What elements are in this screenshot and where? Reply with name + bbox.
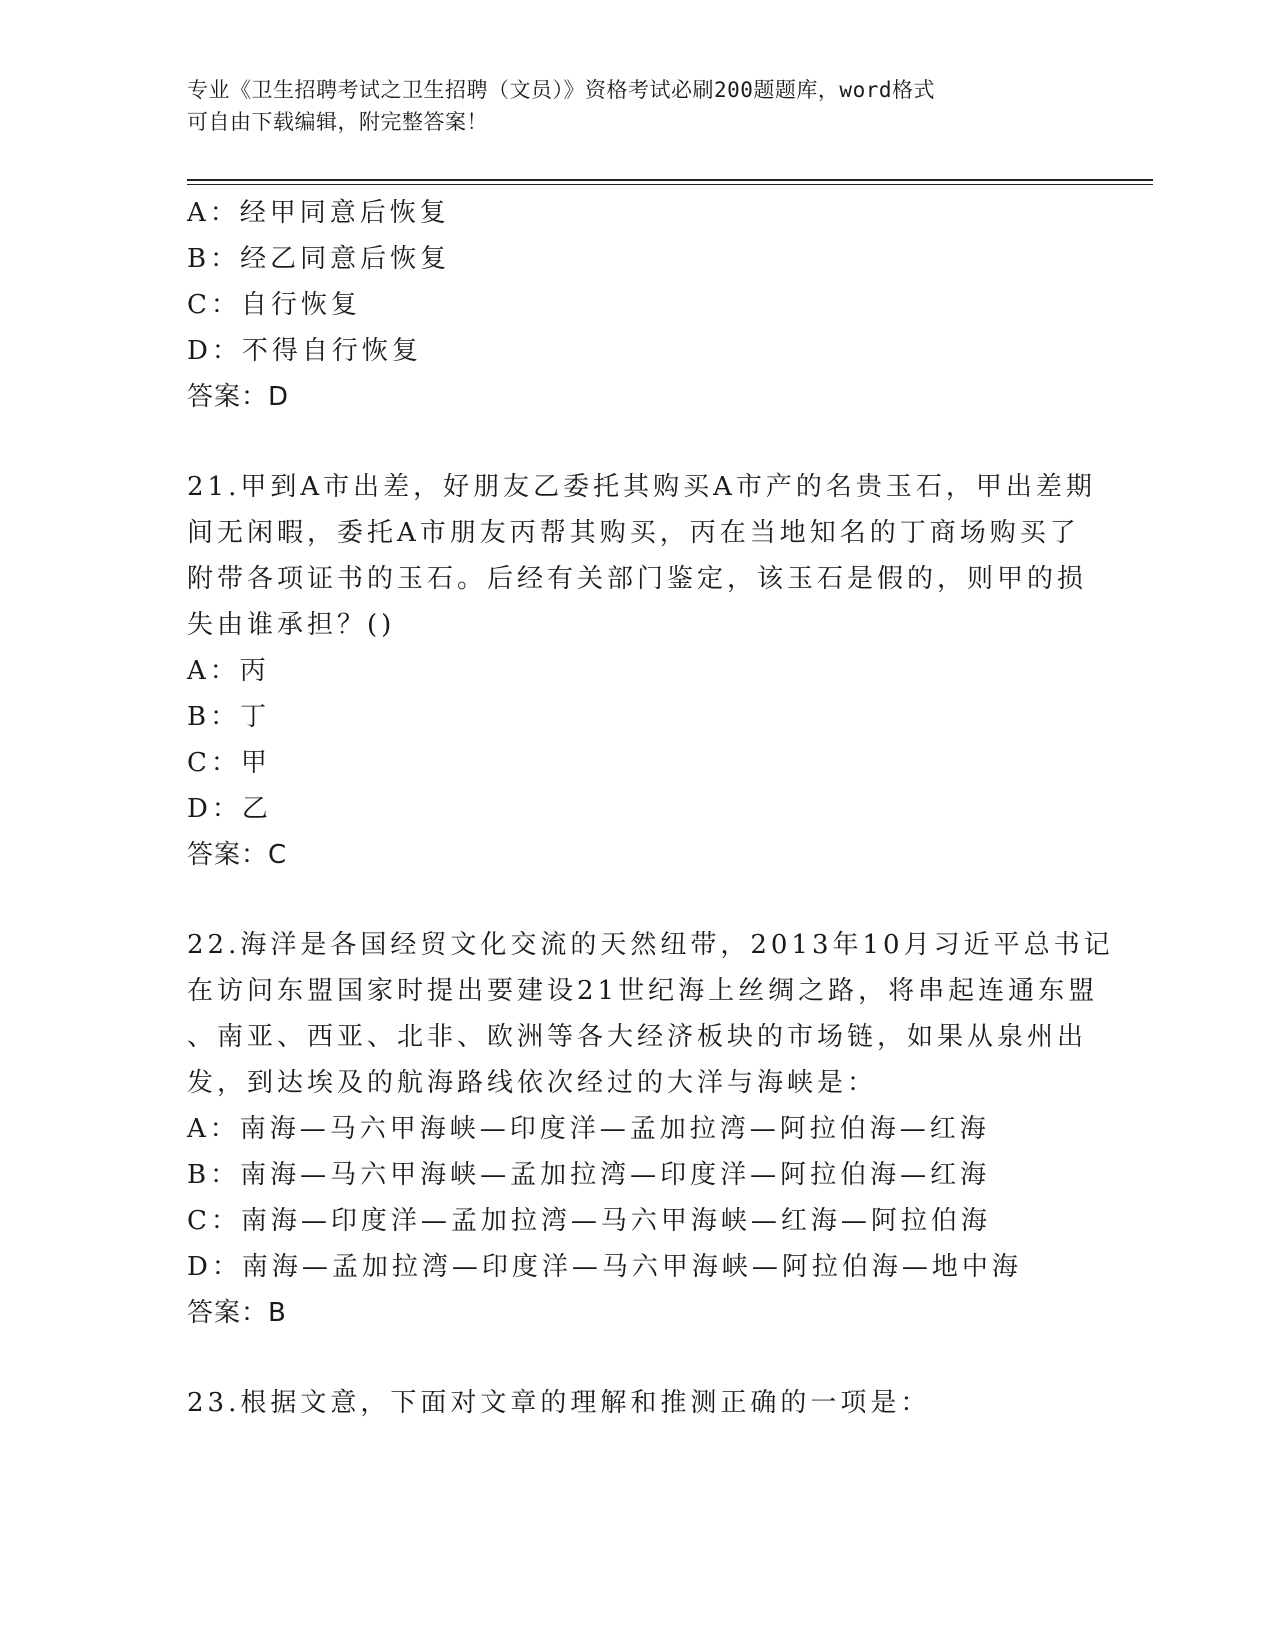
option-b: B：经乙同意后恢复: [187, 244, 451, 274]
option-a: A：经甲同意后恢复: [187, 198, 450, 228]
question-spacer: [187, 420, 1077, 464]
document-header: [187, 74, 1067, 138]
option-d: D：乙: [187, 794, 272, 824]
answer-line: 答案：B: [187, 1298, 287, 1328]
question-stem-line: 发，到达埃及的航海路线依次经过的大洋与海峡是：: [187, 1068, 878, 1098]
option-c: C：甲: [187, 748, 271, 778]
option-b: B：丁: [187, 702, 271, 732]
question-stem-line: 间无闲暇，委托A市朋友丙帮其购买，丙在当地知名的丁商场购买了: [187, 518, 1080, 548]
question-content: [187, 190, 1114, 1426]
option-c: C：南海—印度洋—孟加拉湾—马六甲海峡—红海—阿拉伯海: [187, 1206, 991, 1236]
header-line-2: 可自由下载编辑，附完整答案！: [187, 110, 488, 134]
header-rule-thick: [187, 179, 1153, 181]
question-spacer: [187, 1336, 1077, 1380]
option-b: B：南海—马六甲海峡—孟加拉湾—印度洋—阿拉伯海—红海: [187, 1160, 991, 1190]
option-d: D：南海—孟加拉湾—印度洋—马六甲海峡—阿拉伯海—地中海: [187, 1252, 1022, 1282]
answer-line: 答案：C: [187, 840, 288, 870]
header-line-1: 专业《卫生招聘考试之卫生招聘（文员）》资格考试必刷200题题库，word格式: [187, 78, 935, 102]
question-stem-line: 失由谁承担？(): [187, 610, 396, 640]
question-stem-line: 22.海洋是各国经贸文化交流的天然纽带，2013年10月习近平总书记: [187, 930, 1114, 960]
question-stem-line: 、南亚、西亚、北非、欧洲等各大经济板块的市场链，如果从泉州出: [187, 1022, 1088, 1052]
question-stem-line: 21.甲到A市出差，好朋友乙委托其购买A市产的名贵玉石，甲出差期: [187, 472, 1096, 502]
option-a: A：丙: [187, 656, 270, 686]
question-stem-line: 附带各项证书的玉石。后经有关部门鉴定，该玉石是假的，则甲的损: [187, 564, 1088, 594]
question-spacer: [187, 878, 1077, 922]
question-stem-line: 23.根据文意，下面对文章的理解和推测正确的一项是：: [187, 1388, 931, 1418]
question-stem-line: 在访问东盟国家时提出要建设21世纪海上丝绸之路，将串起连通东盟: [187, 976, 1099, 1006]
option-d: D：不得自行恢复: [187, 336, 422, 366]
header-rule-thin: [187, 184, 1153, 185]
question-21: [187, 464, 1096, 878]
option-c: C：自行恢复: [187, 290, 361, 320]
question-23: [187, 1380, 1077, 1426]
option-a: A：南海—马六甲海峡—印度洋—孟加拉湾—阿拉伯海—红海: [187, 1114, 990, 1144]
answer-line: 答案：D: [187, 382, 290, 412]
question-22: [187, 922, 1114, 1336]
question-20: [187, 190, 1077, 420]
